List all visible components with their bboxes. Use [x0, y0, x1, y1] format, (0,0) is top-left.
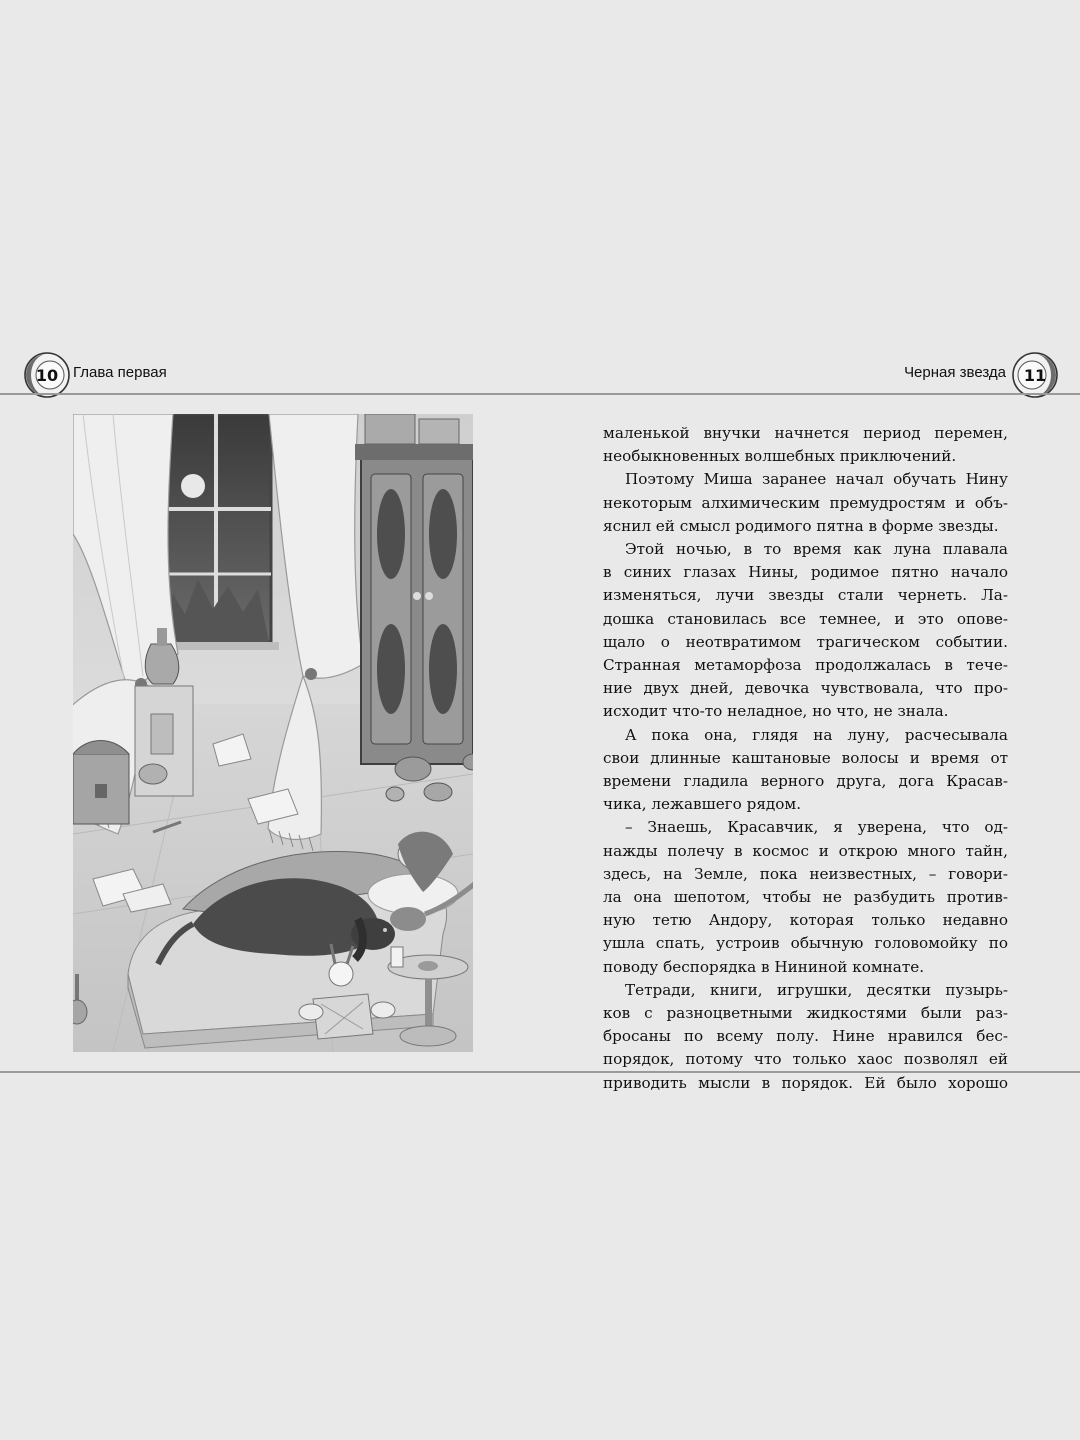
text-line: Поэтому Миша заранее начал обучать Нину: [625, 470, 1008, 489]
right-page-number: 11: [1023, 365, 1047, 385]
text-line: чика, лежавшего рядом.: [603, 795, 802, 814]
text-line: изменяться, лучи звезды стали чернеть. Ла-: [603, 586, 1008, 605]
text-line: бросаны по всему полу. Нине нравился бес-: [603, 1027, 1008, 1046]
text-line: нажды полечу в космос и открою много тайн,: [603, 841, 1008, 860]
bedroom-drawing: [73, 414, 473, 1052]
body-text: [603, 422, 1008, 1095]
text-line: поводу беспорядка в Нининой комнате.: [603, 957, 925, 976]
text-line: – Знаешь, Красавчик, я уверена, что од-: [625, 818, 1008, 837]
header-rule: [0, 393, 1080, 395]
footer-rule: [0, 1071, 1080, 1073]
text-line: ла она шепотом, чтобы не разбудить против-: [603, 888, 1008, 907]
text-line: в синих глазах Нины, родимое пятно начало: [603, 563, 1008, 582]
text-line: свои длинные каштановые волосы и время от: [603, 748, 1008, 767]
text-line: времени гладила верного друга, дога Красав-: [603, 772, 1008, 791]
text-line: щало о неотвратимом трагическом событии.: [603, 632, 1008, 651]
text-line: ушла спать, устроив обычную головомойку по: [603, 934, 1008, 953]
text-line: некоторым алхимическим премудростям и объ-: [603, 493, 1008, 512]
text-line: яснил ей смысл родимого пятна в форме звезды.: [603, 516, 999, 535]
text-line: Странная метаморфоза продолжалась в тече-: [603, 656, 1008, 675]
text-line: маленькой внучки начнется период перемен,: [603, 424, 1008, 442]
right-running-title: Черная звезда: [904, 364, 1006, 381]
text-line: ную тетю Андору, которая только недавно: [603, 911, 1008, 930]
text-line: дошка становилась все темнее, и это опове-: [603, 609, 1008, 628]
text-line: Тетради, книги, игрушки, десятки пузырь-: [625, 980, 1008, 999]
text-line: приводить мысли в порядок. Ей было хорошо: [603, 1073, 1008, 1092]
left-running-title: Глава первая: [73, 364, 167, 381]
illustration-bedroom: [73, 414, 473, 1052]
text-line: здесь, на Земле, пока неизвестных, – говори-: [603, 864, 1008, 883]
text-line: необыкновенных волшебных приключений.: [603, 447, 957, 466]
text-line: ков с разноцветными жидкостями были раз-: [603, 1004, 1008, 1023]
text-line: ние двух дней, девочка чувствовала, что про-: [603, 679, 1008, 698]
text-line: исходит что-то неладное, но что, не знала.: [603, 702, 949, 721]
left-page-number: 10: [35, 365, 59, 385]
text-line: порядок, потому что только хаос позволял ей: [603, 1050, 1008, 1069]
text-line: Этой ночью, в то время как луна плавала: [625, 540, 1008, 559]
text-line: А пока она, глядя на луну, расчесывала: [625, 725, 1008, 744]
